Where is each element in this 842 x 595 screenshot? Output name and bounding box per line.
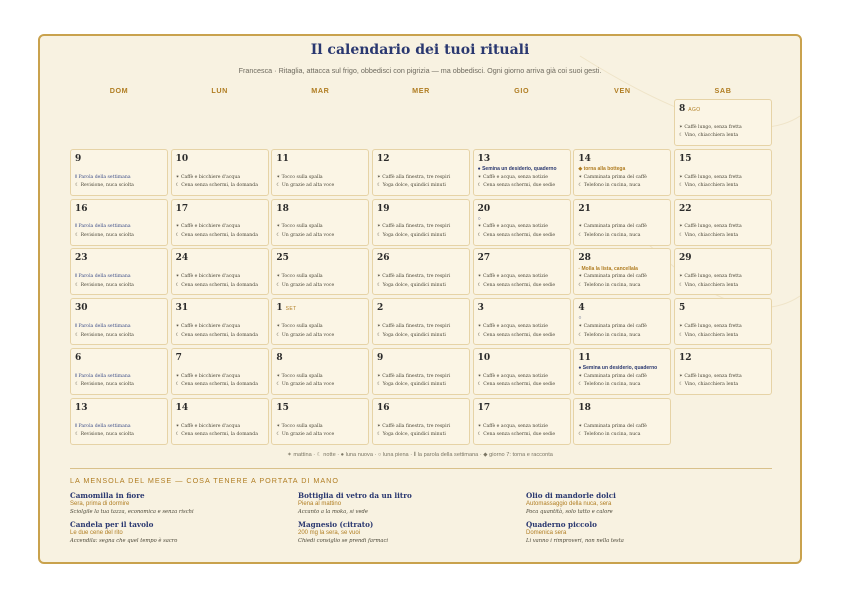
ritual-item: ☾ Un grazie ad alta voce: [276, 332, 335, 338]
shelf-item-note: Accendila: segna che quel tempo è sacro: [70, 538, 178, 544]
ritual-item: ✶ Tocco sulla spalla: [276, 224, 323, 230]
ritual-list: [377, 423, 467, 440]
shelf-item-note: Li vanno i rimproveri, non nella testa: [526, 538, 624, 544]
day-cell: [674, 149, 772, 196]
weekday-lun: LUN: [211, 86, 228, 95]
ritual-item: ✶ Caffè alla finestra, tre respiri: [377, 324, 451, 329]
day-cell: [573, 398, 671, 445]
ritual-item: ☾ Cena senza schermi, la domanda: [175, 233, 258, 238]
ritual-item: ✶ Caffè e acqua, senza notizie: [477, 174, 549, 180]
day-cell: [372, 199, 470, 246]
day-cell: [674, 248, 772, 295]
day-number: 26: [377, 253, 390, 264]
ritual-item: ✶ Caffè lungo, senza fretta: [679, 373, 742, 379]
day-number: 12: [377, 153, 390, 164]
ritual-item: ☾ Cena senza schermi, due sedie: [477, 183, 556, 189]
ritual-item: ☾ Revisione, nuca sciolta: [75, 332, 134, 338]
day-number: 11: [276, 153, 289, 164]
day-number: 9: [75, 153, 82, 164]
ritual-item: ☾ Revisione, nuca sciolta: [75, 432, 134, 438]
day-cell: [372, 248, 470, 295]
ritual-item: ● Semina un desiderio, quaderno: [578, 365, 658, 372]
shelf-item: [70, 491, 290, 515]
ritual-item: ✶ Camminata prima del caffè: [578, 224, 647, 230]
ritual-item: ✶ Caffè e bicchiere d'acqua: [175, 324, 241, 329]
ritual-list: [176, 373, 266, 390]
ritual-item: ☾ Un grazie ad alta voce: [276, 282, 335, 288]
month-tag: SET: [285, 306, 297, 313]
day-cell: [473, 248, 571, 295]
ritual-item: ☾ Vino, chiacchiera lenta: [679, 382, 739, 388]
ritual-item: ☾ Telefono in cucina, nuca: [578, 432, 641, 438]
ritual-list: [679, 373, 769, 390]
day-number: 31: [175, 303, 189, 314]
day-number: 9: [377, 353, 384, 363]
shelf-item: [526, 491, 746, 515]
day-number: 28: [578, 253, 591, 264]
ritual-list: [478, 423, 568, 440]
shelf-item-timing: 200 mg la sera, se vuoi: [298, 530, 361, 536]
ritual-item: ✶ Caffè alla finestra, tre respiri: [377, 373, 451, 379]
ritual-item: ✶ Caffè e bicchiere d'acqua: [175, 174, 241, 180]
ritual-list: [578, 423, 668, 440]
day-number: 12: [679, 353, 692, 363]
day-cell: [473, 348, 571, 395]
weekday-sab: SAB: [714, 86, 732, 95]
ritual-item: ✶ Caffè alla finestra, tre respiri: [377, 274, 451, 280]
ritual-item: ☾ Un grazie ad alta voce: [276, 183, 335, 189]
day-cell: [573, 348, 671, 395]
ritual-item: ✶ Caffè e acqua, senza notizie: [477, 274, 549, 280]
ritual-list: [478, 273, 568, 290]
ritual-list: [75, 174, 165, 191]
ritual-list: [75, 323, 165, 340]
day-cell: [70, 348, 168, 395]
day-cell: [674, 99, 772, 146]
day-cell: [271, 199, 369, 246]
ritual-item: ✶ Camminata prima del caffè: [578, 274, 647, 280]
day-cell: [473, 149, 571, 196]
ritual-item: ☾ Revisione, nuca sciolta: [75, 233, 134, 238]
ritual-item: ☾ Cena senza schermi, la domanda: [175, 183, 258, 189]
ritual-item: ☾ Cena senza schermi, due sedie: [477, 233, 556, 238]
weekday-dom: DOM: [109, 86, 129, 95]
day-number: 14: [578, 153, 591, 164]
ritual-item: ✶ Caffè lungo, senza fretta: [679, 124, 742, 130]
day-number: 18: [578, 402, 591, 413]
shelf-item-timing: Piena al mattino: [298, 501, 342, 507]
ritual-list: [276, 323, 366, 340]
ritual-item: ✶ Caffè e bicchiere d'acqua: [175, 224, 241, 230]
ritual-list: [276, 273, 366, 290]
day-number: 17: [175, 203, 189, 214]
day-cell: [271, 248, 369, 295]
ritual-item: ☾ Telefono in cucina, nuca: [578, 282, 641, 288]
day-number: 24: [175, 253, 189, 264]
shelf-item-name: Quaderno piccolo: [526, 520, 597, 529]
ritual-list: [578, 314, 668, 340]
ritual-item: ⦀ Parola della settimana: [75, 373, 131, 379]
day-number: 18: [276, 203, 289, 214]
ritual-item: ⦀ Parola della settimana: [75, 324, 131, 329]
ritual-list: [276, 373, 366, 390]
ritual-item: ✶ Caffè e bicchiere d'acqua: [175, 423, 241, 429]
shelf-item: [298, 491, 518, 515]
ritual-list: [276, 423, 366, 440]
day-number: 13: [477, 153, 491, 164]
weekday-header: [70, 86, 772, 96]
ritual-item: ✶ Caffè e acqua, senza notizie: [477, 324, 549, 329]
day-number: 5: [679, 303, 686, 314]
day-number: 25: [276, 253, 289, 264]
ritual-item: ✶ Caffè lungo, senza fretta: [679, 224, 742, 230]
ritual-item: ✶ Caffè e acqua, senza notizie: [477, 423, 549, 429]
ritual-item: ✶ Tocco sulla spalla: [276, 373, 323, 379]
ritual-item: ☾ Vino, chiacchiera lenta: [679, 233, 739, 238]
ritual-list: [478, 373, 568, 390]
day-cell: [372, 348, 470, 395]
ritual-item: ✶ Camminata prima del caffè: [578, 373, 647, 379]
day-number: 22: [679, 203, 692, 214]
day-cell: [70, 248, 168, 295]
ritual-list: [176, 174, 266, 191]
day-number: 8: [276, 353, 283, 363]
day-cell: [674, 199, 772, 246]
day-cell: [573, 199, 671, 246]
day-number: 21: [578, 203, 591, 214]
shelf-item-name: Bottiglia di vetro da un litro: [298, 491, 412, 500]
day-cell: [573, 149, 671, 196]
day-cell: [271, 298, 369, 345]
day-cell: [271, 398, 369, 445]
ritual-item: ☾ Telefono in cucina, nuca: [578, 183, 641, 189]
ritual-list: [478, 323, 568, 340]
ritual-item: ☾ Cena senza schermi, due sedie: [477, 432, 556, 438]
ritual-list: [377, 273, 467, 290]
ritual-item: ⦀ Parola della settimana: [75, 224, 131, 230]
day-number: 10: [175, 153, 189, 164]
day-cell: [372, 298, 470, 345]
ritual-list: [578, 265, 668, 291]
day-cell: [171, 298, 269, 345]
ritual-list: [75, 273, 165, 290]
day-cell: [573, 248, 671, 295]
ritual-list: [478, 215, 568, 241]
shelf-item-note: Chiedi consiglio se prendi farmaci: [298, 538, 389, 544]
day-cell: [271, 149, 369, 196]
day-cell: [674, 298, 772, 345]
shelf-item-name: Olio di mandorle dolci: [526, 491, 616, 500]
day-number: 3: [477, 303, 484, 314]
shelf-item: [298, 520, 518, 544]
ritual-item: ☾ Yoga dolce, quindici minuti: [377, 282, 446, 288]
ritual-item: ✶ Caffè e bicchiere d'acqua: [175, 373, 241, 379]
ritual-item: ☾ Cena senza schermi, la domanda: [175, 282, 258, 288]
ritual-item: ☾ Yoga dolce, quindici minuti: [377, 382, 446, 388]
shelf-item-timing: Automassaggio della nuca, sera: [526, 501, 612, 507]
shelf-item: [70, 520, 290, 544]
legend: ✶ mattina · ☾ notte · ● luna nuova · ○ luna piena · ⦀ la parola della settimana · ◆ giorno 7: torna e racconta: [287, 452, 553, 458]
weekday-mer: MER: [412, 86, 430, 95]
ritual-item: ✶ Caffè alla finestra, tre respiri: [377, 423, 451, 429]
shelf-item-name: Magnesio (citrato): [298, 520, 374, 529]
ritual-item: ⦀ Parola della settimana: [75, 174, 131, 180]
ritual-item: ✶ Caffè lungo, senza fretta: [679, 274, 742, 280]
ritual-item: ☾ Revisione, nuca sciolta: [75, 183, 134, 189]
ritual-list: [578, 223, 668, 240]
ritual-item: ☾ Cena senza schermi, due sedie: [477, 282, 556, 288]
ritual-item: ☾ Revisione, nuca sciolta: [75, 282, 134, 288]
day-cell: [473, 199, 571, 246]
day-number: 6: [75, 353, 82, 363]
ritual-list: [176, 273, 266, 290]
ritual-item: ✶ Camminata prima del caffè: [578, 324, 647, 329]
ritual-list: [578, 364, 668, 390]
day-number: 23: [75, 253, 88, 264]
ritual-list: [679, 124, 769, 141]
ritual-item: ✶ Caffè e acqua, senza notizie: [477, 373, 549, 379]
ritual-list: [276, 223, 366, 240]
calendar-grid: [70, 99, 772, 445]
month-tag: AGO: [688, 107, 701, 113]
ritual-item: ○: [578, 315, 582, 322]
ritual-list: [679, 174, 769, 191]
ritual-item: ✶ Camminata prima del caffè: [578, 174, 647, 180]
shelf-item: [526, 520, 746, 544]
day-cell: [171, 149, 269, 196]
ritual-item: ◆ torna alla bottega: [578, 166, 626, 173]
ritual-list: [377, 373, 467, 390]
ritual-list: [679, 223, 769, 240]
ritual-item: ● Semina un desiderio, quaderno: [477, 166, 557, 173]
ritual-item: ✶ Tocco sulla spalla: [276, 423, 323, 429]
ritual-list: [75, 223, 165, 240]
ritual-item: ☾ Revisione, nuca sciolta: [75, 382, 134, 388]
day-number: 7: [175, 353, 182, 363]
ritual-item: ✶ Camminata prima del caffè: [578, 423, 647, 429]
weekday-ven: VEN: [614, 86, 631, 95]
ritual-item: ⦀ Parola della settimana: [75, 423, 131, 429]
day-number: 4: [578, 303, 585, 314]
day-number: 19: [377, 203, 390, 214]
day-number: 1 SET: [276, 303, 297, 314]
day-cell: [70, 199, 168, 246]
shelf-item-note: Sciolgile la tua tazza, economica e senza rischi: [70, 509, 194, 515]
day-number: 30: [75, 303, 88, 314]
page-subtitle: Francesca · Ritaglia, attacca sul frigo, obbedisci con pigrizia — ma obbedisci. Ogni giorno arriva già coi suoi gesti.: [238, 66, 602, 75]
calendar-sheet: [38, 34, 802, 564]
day-cell: [372, 149, 470, 196]
day-cell: [372, 398, 470, 445]
day-number: 29: [679, 253, 692, 264]
day-cell: [171, 199, 269, 246]
ritual-item: ⦀ Parola della settimana: [75, 274, 131, 280]
ritual-item: ✶ Caffè alla finestra, tre respiri: [377, 224, 451, 230]
ritual-item: ☾ Telefono in cucina, nuca: [578, 332, 641, 338]
ritual-item: ✶ Caffè alla finestra, tre respiri: [377, 174, 451, 180]
shelf-item-name: Candela per il tavolo: [70, 520, 154, 529]
ritual-list: [75, 373, 165, 390]
day-cell: [70, 298, 168, 345]
ritual-item: ☾ Vino, chiacchiera lenta: [679, 282, 739, 288]
ritual-item: ☾ Vino, chiacchiera lenta: [679, 133, 739, 139]
shelf-item-timing: Le due cene del rito: [70, 530, 123, 536]
ritual-item: ☾ Cena senza schermi, la domanda: [175, 382, 258, 388]
ritual-item: ☾ Cena senza schermi, due sedie: [477, 332, 556, 338]
day-number: 8 AGO: [679, 104, 701, 114]
ritual-list: [377, 323, 467, 340]
shelf-title: LA MENSOLA DEL MESE — COSA TENERE A PORTATA DI MANO: [70, 476, 339, 485]
ritual-list: [276, 174, 366, 191]
ritual-item: ✶ Caffè lungo, senza fretta: [679, 324, 742, 329]
day-number: 20: [477, 203, 491, 214]
ritual-list: [176, 323, 266, 340]
day-number: 14: [175, 402, 189, 413]
ritual-list: [679, 323, 769, 340]
shelf-item-timing: Sera, prima di dormire: [70, 501, 130, 507]
ritual-list: [75, 423, 165, 440]
ritual-item: ☾ Vino, chiacchiera lenta: [679, 183, 739, 189]
ritual-item: ☾ Telefono in cucina, nuca: [578, 382, 641, 388]
day-number: 15: [679, 153, 692, 164]
ritual-list: [377, 223, 467, 240]
ritual-list: [478, 165, 568, 191]
day-number: 10: [477, 353, 491, 363]
day-number: 11: [578, 353, 591, 363]
weekday-mar: MAR: [311, 86, 330, 95]
day-cell: [473, 298, 571, 345]
day-cell: [171, 248, 269, 295]
ritual-item: ☾ Telefono in cucina, nuca: [578, 233, 641, 238]
ritual-item: ☾ Vino, chiacchiera lenta: [679, 332, 739, 338]
ritual-item: ◦ Molla la lista, cancellala: [578, 265, 638, 272]
ritual-item: ☾ Yoga dolce, quindici minuti: [377, 183, 446, 189]
day-number: 27: [477, 253, 491, 264]
day-cell: [171, 398, 269, 445]
weekday-gio: GIO: [514, 86, 530, 95]
shelf-item-note: Accanto a la moka, si vede: [298, 509, 368, 515]
ritual-item: ☾ Yoga dolce, quindici minuti: [377, 332, 446, 338]
ritual-item: ☾ Un grazie ad alta voce: [276, 432, 335, 438]
ritual-item: ☾ Un grazie ad alta voce: [276, 233, 335, 238]
day-number: 16: [377, 402, 390, 413]
ritual-item: ✶ Tocco sulla spalla: [276, 174, 323, 180]
day-cell: [171, 348, 269, 395]
ritual-item: ✶ Caffè e acqua, senza notizie: [477, 224, 549, 230]
ritual-list: [176, 423, 266, 440]
day-cell: [271, 348, 369, 395]
page-title: Il calendario dei tuoi rituali: [310, 42, 530, 58]
ritual-item: ☾ Cena senza schermi, la domanda: [175, 332, 258, 338]
day-cell: [573, 298, 671, 345]
shelf-item-name: Camomilla in fiore: [70, 491, 145, 500]
day-cell: [70, 398, 168, 445]
ritual-list: [679, 273, 769, 290]
ritual-item: ☾ Cena senza schermi, la domanda: [175, 432, 258, 438]
day-cell: [70, 149, 168, 196]
day-number: 16: [75, 203, 88, 214]
ritual-list: [377, 174, 467, 191]
day-number: 17: [477, 402, 491, 413]
day-number: 2: [377, 303, 384, 314]
ritual-item: ✶ Tocco sulla spalla: [276, 274, 323, 280]
ritual-item: ☾ Yoga dolce, quindici minuti: [377, 432, 446, 438]
ritual-item: ☾ Yoga dolce, quindici minuti: [377, 233, 446, 238]
ritual-item: ☾ Cena senza schermi, due sedie: [477, 382, 556, 388]
divider: [70, 468, 772, 469]
ritual-item: ○: [477, 215, 481, 222]
shelf-item-timing: Domenica sera: [526, 530, 567, 536]
ritual-list: [176, 223, 266, 240]
day-cell: [674, 348, 772, 395]
shelf-item-note: Poca quantità, solo tatto e calore: [526, 509, 613, 515]
ritual-item: ✶ Tocco sulla spalla: [276, 324, 323, 329]
ritual-list: [578, 165, 668, 191]
day-cell: [473, 398, 571, 445]
ritual-item: ✶ Caffè e bicchiere d'acqua: [175, 274, 241, 280]
day-number: 15: [276, 402, 289, 413]
day-number: 13: [75, 402, 88, 413]
ritual-item: ☾ Un grazie ad alta voce: [276, 382, 335, 388]
ritual-item: ✶ Caffè lungo, senza fretta: [679, 174, 742, 180]
